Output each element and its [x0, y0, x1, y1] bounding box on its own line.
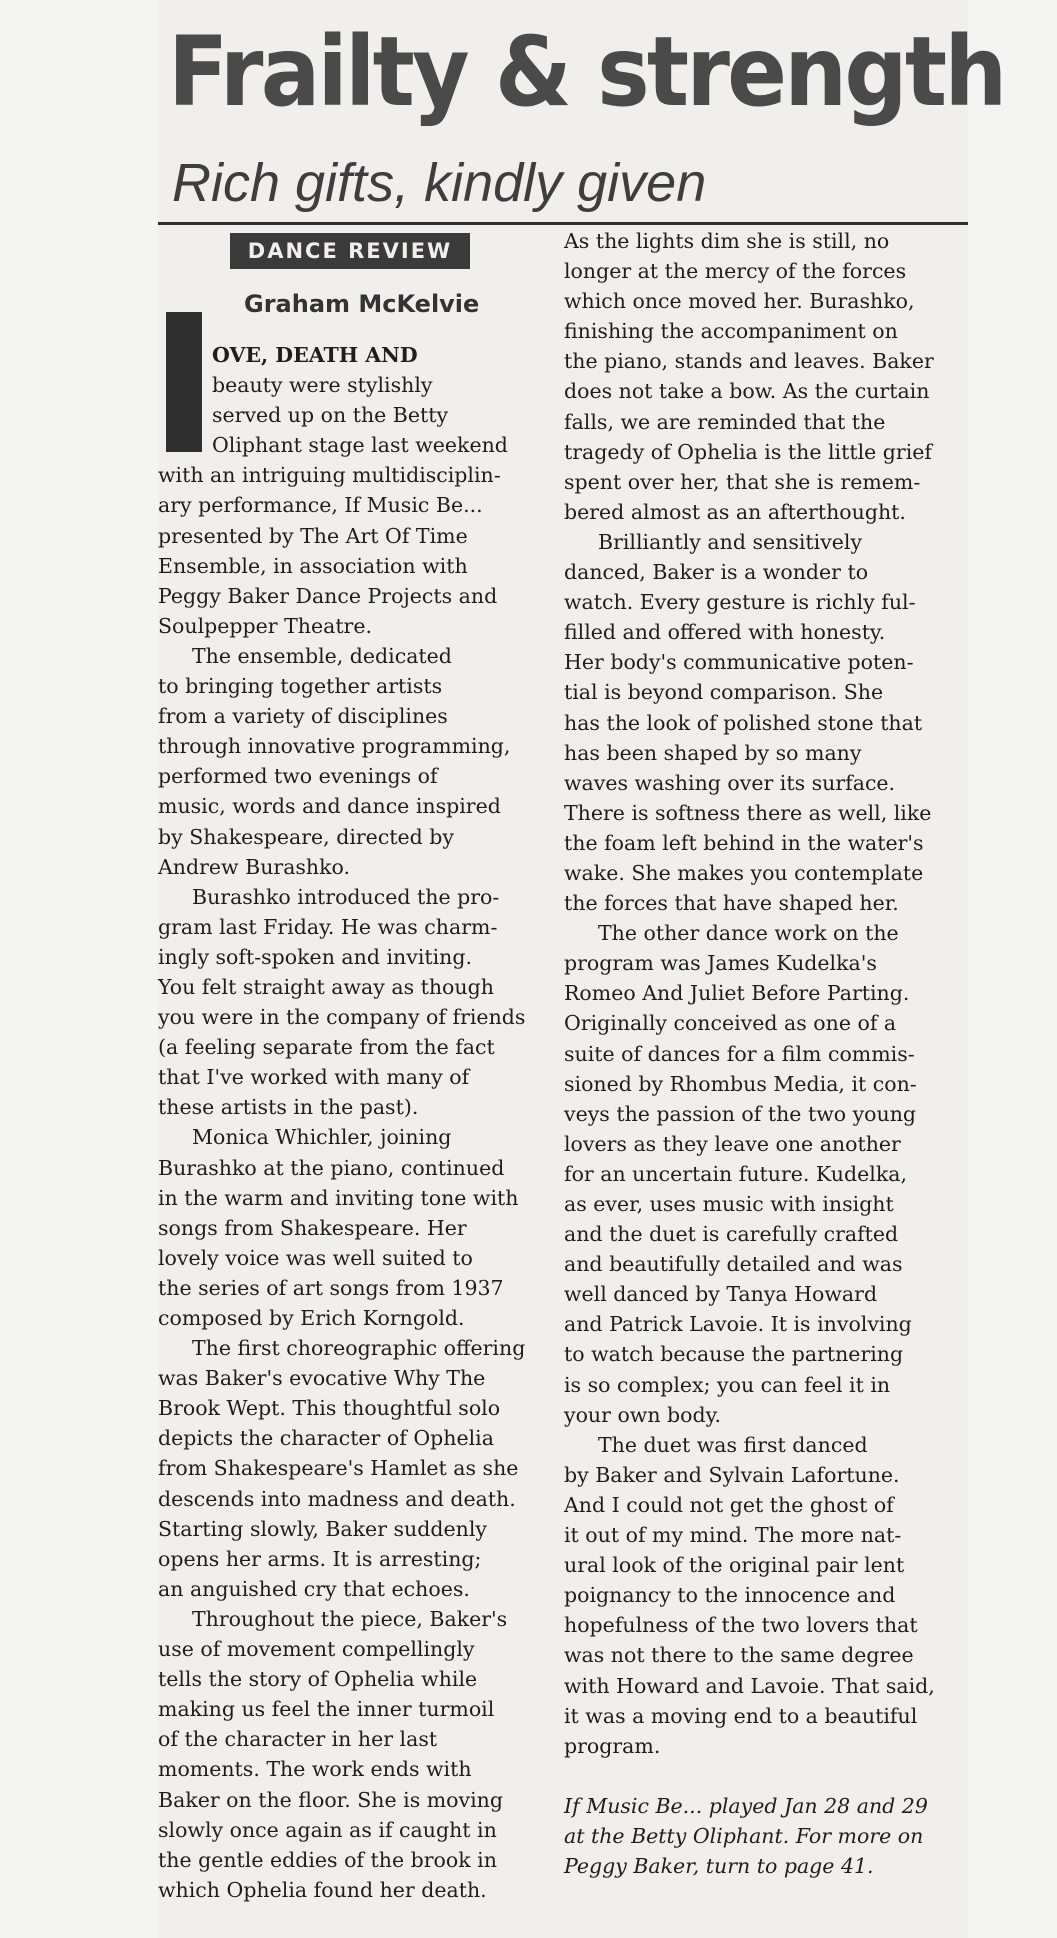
- text-line: As the lights dim she is still, no: [564, 229, 890, 253]
- text-line: depicts the character of Ophelia: [158, 1426, 494, 1451]
- text-line: an anguished cry that echoes.: [158, 1576, 470, 1601]
- text-line: sioned by Rhombus Media, it con-: [564, 1071, 917, 1096]
- text-line: waves washing over its surface.: [564, 770, 896, 795]
- text-line: spent over her, that she is remem-: [564, 469, 921, 494]
- text-line: does not take a bow. As the curtain: [564, 379, 930, 404]
- byline: Graham McKelvie: [244, 290, 480, 318]
- footnote-line: at the Betty Oliphant. For more on: [564, 1823, 924, 1848]
- text-line: to bringing together artists: [158, 674, 443, 699]
- text-line: ary performance, If Music Be...: [158, 493, 483, 518]
- text-line: has the look of polished stone that: [564, 710, 923, 735]
- paragraph: [158, 882, 538, 1123]
- text-line: Ensemble, in association with: [158, 553, 468, 578]
- paragraph: [158, 1333, 538, 1604]
- left-column: [158, 340, 538, 1905]
- text-line: Oliphant stage last weekend: [212, 433, 508, 458]
- text-line: gram last Friday. He was charm-: [158, 914, 498, 939]
- right-column: [564, 226, 959, 1881]
- text-line: the series of art songs from 1937: [158, 1275, 504, 1300]
- text-line: your own body.: [564, 1402, 722, 1427]
- subhead: Rich gifts, kindly given: [172, 153, 707, 213]
- paragraph: [158, 1122, 538, 1333]
- text-line: Romeo And Juliet Before Parting.: [564, 981, 910, 1006]
- text-line: suite of dances for a film commis-: [564, 1041, 915, 1066]
- text-line: was Baker's evocative Why The: [158, 1366, 486, 1391]
- text-line: hopefulness of the two lovers that: [564, 1613, 918, 1638]
- text-line: You felt straight away as though: [158, 974, 494, 999]
- text-line: to watch because the partnering: [564, 1342, 904, 1367]
- text-line: presented by The Art Of Time: [158, 523, 468, 548]
- text-line: descends into madness and death.: [158, 1486, 516, 1511]
- text-line: The first choreographic offering: [192, 1336, 526, 1361]
- text-line: lovely voice was well suited to: [158, 1245, 473, 1270]
- text-line: lovers as they leave one another: [564, 1131, 901, 1156]
- text-line: you were in the company of friends: [158, 1005, 526, 1030]
- text-line: from a variety of disciplines: [158, 704, 448, 729]
- footnote: [564, 1791, 959, 1881]
- text-line: bered almost as an afterthought.: [564, 499, 906, 524]
- text-line: with Howard and Lavoie. That said,: [564, 1673, 935, 1698]
- text-line: as ever, uses music with insight: [564, 1192, 894, 1216]
- text-line: Burashko at the piano, continued: [158, 1155, 505, 1180]
- footnote-line: Peggy Baker, turn to page 41.: [564, 1853, 874, 1878]
- text-line: has been shaped by so many: [564, 740, 862, 765]
- text-line: poignancy to the innocence and: [564, 1583, 896, 1608]
- text-line: longer at the mercy of the forces: [564, 259, 907, 284]
- text-line: The duet was first danced: [598, 1432, 868, 1457]
- text-line: Baker on the floor. She is moving: [158, 1787, 503, 1812]
- text-line: ural look of the original pair lent: [564, 1553, 905, 1578]
- text-line: use of movement compellingly: [158, 1637, 475, 1662]
- text-line: is so complex; you can feel it in: [564, 1372, 891, 1397]
- text-line: Monica Whichler, joining: [192, 1125, 452, 1150]
- text-line: falls, we are reminded that the: [564, 409, 886, 434]
- text-line: There is softness there as well, like: [564, 800, 932, 825]
- text-line: veys the passion of the two young: [564, 1101, 917, 1126]
- text-line: finishing the accompaniment on: [564, 319, 898, 344]
- text-line: watch. Every gesture is richly ful-: [564, 590, 916, 615]
- text-line: program was James Kudelka's: [564, 951, 877, 976]
- text-line: tells the story of Ophelia while: [158, 1667, 478, 1692]
- text-line: which Ophelia found her death.: [158, 1877, 487, 1902]
- text-line: program.: [564, 1733, 661, 1758]
- text-line: (a feeling separate from the fact: [158, 1035, 495, 1060]
- text-line: it out of my mind. The more nat-: [564, 1523, 902, 1548]
- text-line: making us feel the inner turmoil: [158, 1697, 495, 1722]
- text-line: that I've worked with many of: [158, 1065, 470, 1090]
- text-line: tial is beyond comparison. She: [564, 680, 884, 705]
- paragraph: [158, 1604, 538, 1905]
- text-line: tragedy of Ophelia is the little grief: [564, 439, 932, 464]
- text-line: Peggy Baker Dance Projects and: [158, 583, 498, 608]
- text-line: And I could not get the ghost of: [564, 1492, 894, 1517]
- text-line: Brook Wept. This thoughtful solo: [158, 1396, 501, 1421]
- text-line: with an intriguing multidisciplin-: [158, 463, 501, 488]
- text-line: beauty were stylishly: [212, 373, 433, 398]
- text-line: ingly soft-spoken and inviting.: [158, 944, 473, 969]
- paragraph: [564, 1430, 959, 1761]
- headline: Frailty & strength: [168, 16, 1005, 128]
- text-line: from Shakespeare's Hamlet as she: [158, 1456, 519, 1481]
- text-line: Originally conceived as one of a: [564, 1011, 897, 1036]
- text-line: the foam left behind in the water's: [564, 830, 924, 855]
- text-line: and Patrick Lavoie. It is involving: [564, 1312, 912, 1337]
- text-line: for an uncertain future. Kudelka,: [564, 1161, 907, 1186]
- paragraph: [564, 527, 959, 918]
- text-line: Burashko introduced the pro-: [192, 884, 500, 909]
- text-line: slowly once again as if caught in: [158, 1817, 497, 1842]
- text-line: wake. She makes you contemplate: [564, 860, 924, 885]
- text-line: served up on the Betty: [212, 403, 449, 428]
- paragraph: [564, 918, 959, 1430]
- text-line: in the warm and inviting tone with: [158, 1185, 519, 1210]
- text-line: performed two evenings of: [158, 764, 438, 789]
- text-line: The ensemble, dedicated: [192, 643, 452, 668]
- text-line: and the duet is carefully crafted: [564, 1222, 899, 1247]
- text-line: Andrew Burashko.: [158, 854, 351, 879]
- text-line: Brilliantly and sensitively: [598, 529, 863, 554]
- text-line: these artists in the past).: [158, 1095, 419, 1120]
- text-line: the piano, stands and leaves. Baker: [564, 349, 934, 374]
- paragraph: [564, 226, 959, 527]
- text-line: Soulpepper Theatre.: [158, 613, 373, 638]
- header-rule: [158, 222, 968, 225]
- text-line: opens her arms. It is arresting;: [158, 1546, 482, 1571]
- text-line: the gentle eddies of the brook in: [158, 1847, 497, 1872]
- text-line: Her body's communicative poten-: [564, 650, 914, 675]
- text-line: and beautifully detailed and was: [564, 1252, 903, 1277]
- paragraph-intro: [158, 340, 538, 641]
- text-line: OVE, DEATH AND: [212, 343, 418, 367]
- text-line: it was a moving end to a beautiful: [564, 1703, 918, 1728]
- text-line: was not there to the same degree: [564, 1643, 914, 1668]
- text-line: by Shakespeare, directed by: [158, 824, 455, 849]
- text-line: danced, Baker is a wonder to: [564, 560, 869, 585]
- text-line: music, words and dance inspired: [158, 794, 501, 819]
- text-line: composed by Erich Korngold.: [158, 1306, 465, 1330]
- text-line: by Baker and Sylvain Lafortune.: [564, 1462, 900, 1487]
- text-line: The other dance work on the: [598, 921, 899, 946]
- text-line: Throughout the piece, Baker's: [192, 1606, 508, 1631]
- text-line: well danced by Tanya Howard: [564, 1282, 878, 1307]
- text-line: the forces that have shaped her.: [564, 891, 899, 916]
- text-line: Starting slowly, Baker suddenly: [158, 1516, 487, 1541]
- text-line: of the character in her last: [158, 1727, 438, 1752]
- footnote-line: If Music Be... played Jan 28 and 29: [564, 1793, 928, 1818]
- paragraph: [158, 641, 538, 882]
- text-line: through innovative programming,: [158, 734, 511, 759]
- text-line: filled and offered with honesty.: [564, 620, 886, 645]
- text-line: moments. The work ends with: [158, 1757, 472, 1782]
- text-line: songs from Shakespeare. Her: [158, 1215, 467, 1240]
- section-badge: DANCE REVIEW: [230, 233, 470, 269]
- text-line: which once moved her. Burashko,: [564, 289, 915, 314]
